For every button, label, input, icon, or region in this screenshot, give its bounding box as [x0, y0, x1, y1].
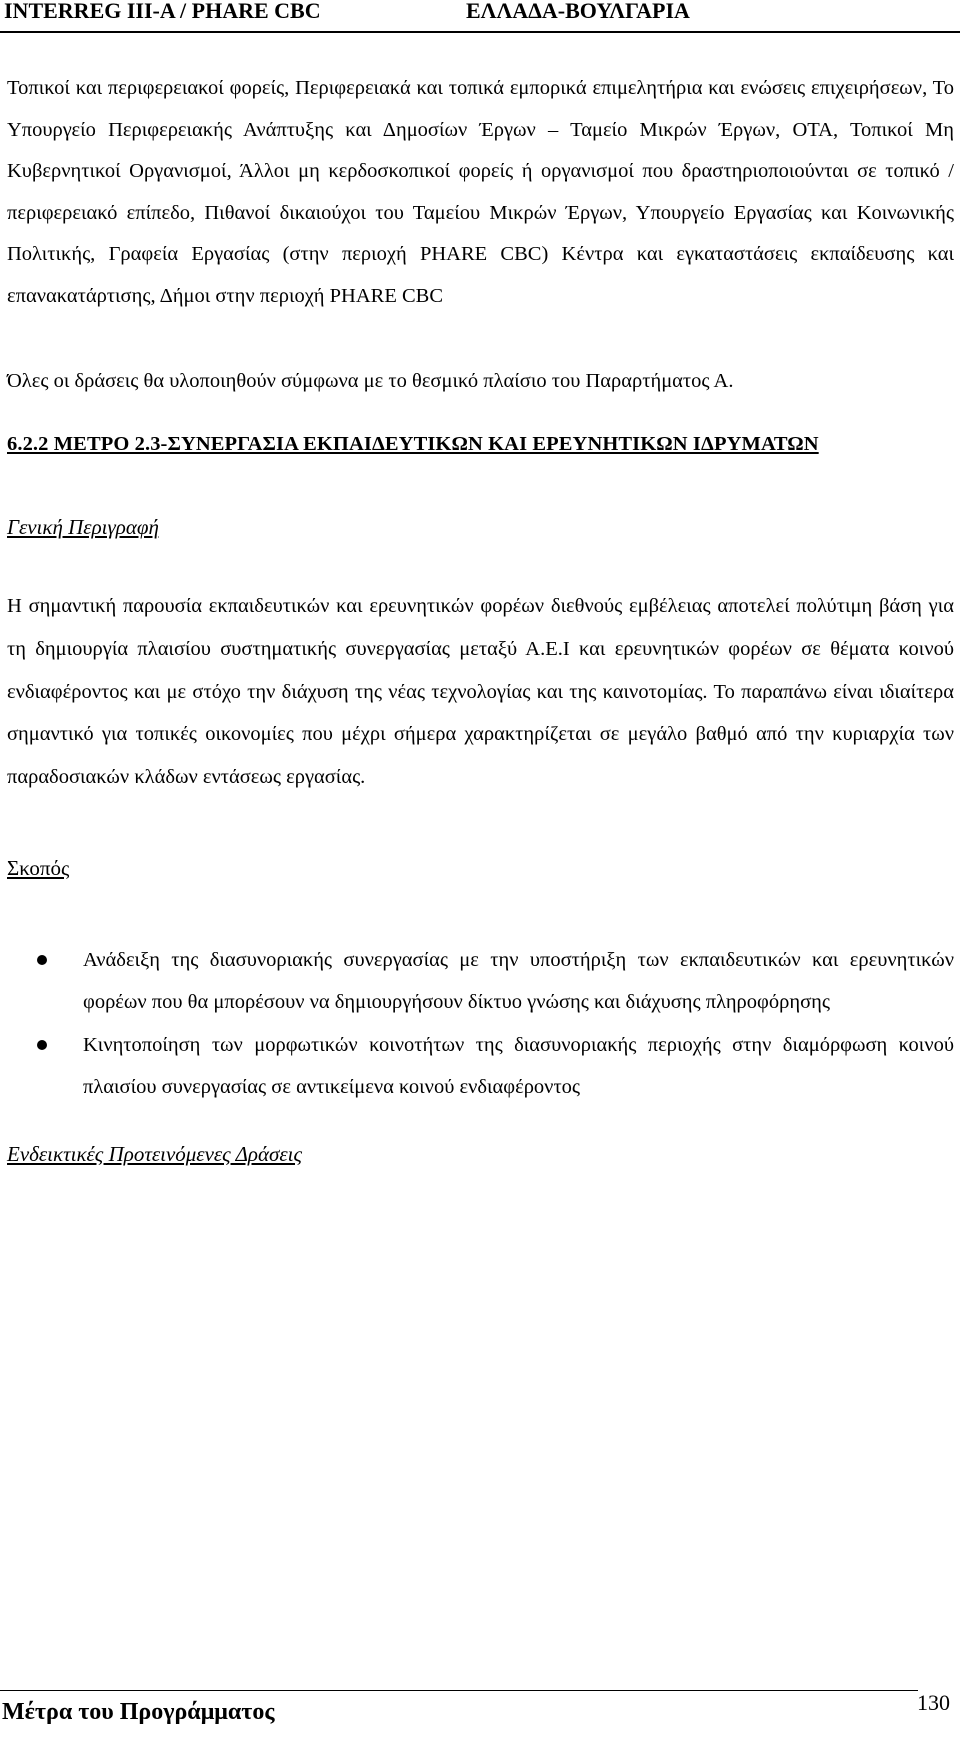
- page-header: [0, 0, 960, 32]
- subheading-general-description: Γενική Περιγραφή: [7, 515, 159, 539]
- subheading-scope: Σκοπός: [7, 855, 70, 880]
- list-item: [7, 939, 954, 1024]
- bullet-icon: [37, 955, 47, 965]
- list-item-text: Κινητοποίηση των μορφωτικών κοινοτήτων της διασυνοριακής περιοχής στην διαμόρφωση κοινού πλαισίου συνεργασίας σε αντικείμενα κοινού ενδιαφέροντος: [83, 1033, 954, 1099]
- footer-title: Μέτρα του Προγράμματος: [2, 1699, 275, 1725]
- subheading-indicative-actions: Ενδεικτικές Προτεινόμενες Δράσεις: [7, 1141, 302, 1166]
- list-item-text: Ανάδειξη της διασυνοριακής συνεργασίας με την υποστήριξη των εκπαιδευτικών και ερευνητικών φορέων που θα μπορέσουν να δημιουργήσουν δίκτυο γνώσης και διάχυσης πληροφόρησης: [83, 948, 954, 1014]
- list-item: [7, 1024, 954, 1109]
- bullet-icon: [37, 1040, 47, 1050]
- header-rule: [0, 31, 960, 33]
- paragraph-legal-framework: Όλες οι δράσεις θα υλοποιηθούν σύμφωνα με το θεσμικό πλαίσιο του Παραρτήματος Α.: [7, 370, 734, 392]
- paragraph-general-description: Η σημαντική παρουσία εκπαιδευτικών και ερευνητικών φορέων διεθνούς εμβέλειας αποτελεί πολύτιμη βάση για τη δημιουργία πλαισίου συστηματικής συνεργασίας μεταξύ Α.Ε.Ι και ερευνητικών φορέων σε θέματα κοινού ενδιαφέροντος και με στόχο την διάχυση της νέας τεχνολογίας και της καινοτομίας. Το παραπάνω είναι ιδιαίτερα σημαντικό για τοπικές οικονομίες που μέχρι σήμερα χαρακτηρίζεται σε μεγάλο βαθμό από την κυριαρχία των παραδοσιακών κλάδων εντάσεως εργασίας.: [7, 595, 954, 789]
- page-number: 130: [917, 1690, 950, 1715]
- footer-rule: [0, 1690, 918, 1691]
- section-heading: 6.2.2 ΜΕΤΡΟ 2.3-ΣΥΝΕΡΓΑΣΙΑ ΕΚΠΑΙΔΕΥΤΙΚΩΝ ΚΑΙ ΕΡΕΥΝΗΤΙΚΩΝ ΙΔΡΥΜΑΤΩΝ: [7, 433, 819, 455]
- paragraph-beneficiaries: Τοπικοί και περιφερειακοί φορείς, Περιφερειακά και τοπικά εμπορικά επιμελητήρια και ενώσεις επιχειρήσεων, Το Υπουργείο Περιφερειακής Ανάπτυξης και Δημοσίων Έργων – Ταμείο Μικρών Έργων, ΟΤΑ, Τοπικοί Μη Κυβερνητικοί Οργανισμοί, Άλλοι μη κερδοσκοπικοί φορείς ή οργανισμοί που δραστηριοποιούνται σε τοπικό / περιφερειακό επίπεδο, Πιθανοί δικαιούχοι του Ταμείου Μικρών Έργων, Υπουργείο Εργασίας και Κοινωνικής Πολιτικής, Γραφεία Εργασίας (στην περιοχή PHARE CBC) Κέντρα και εγκαταστάσεις εκπαίδευσης και επανακατάρτισης, Δήμοι στην περιοχή PHARE CBC: [7, 77, 954, 307]
- scope-bullet-list: [7, 939, 954, 1109]
- page-content: [7, 68, 954, 1167]
- header-region-title: ΕΛΛΑΔΑ-ΒΟΥΛΓΑΡΙΑ: [466, 0, 690, 23]
- header-program-title: INTERREG III-A / PHARE CBC: [4, 0, 321, 23]
